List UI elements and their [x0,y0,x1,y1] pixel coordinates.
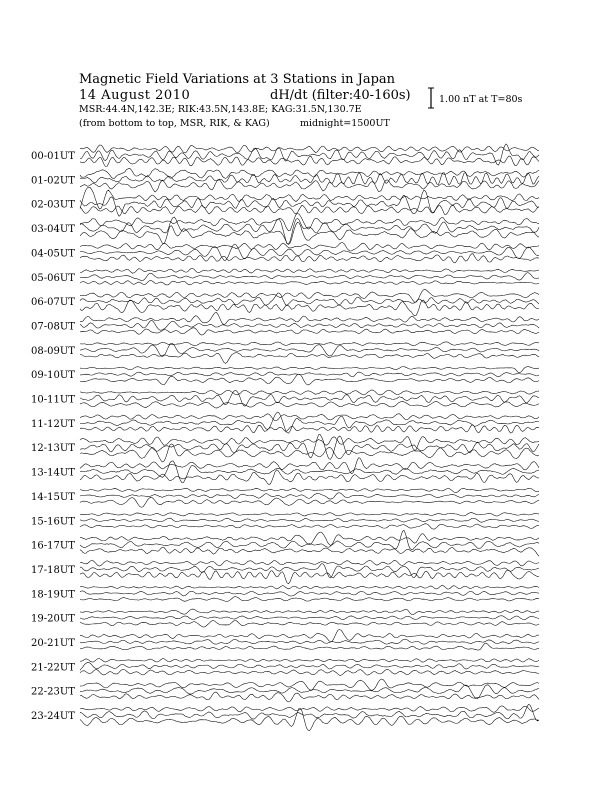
chart-date: 14 August 2010 [79,88,191,103]
trace-kag [80,513,539,517]
trace-kag [80,659,539,662]
trace-msr [80,524,539,530]
trace-msr [80,643,539,650]
hour-label: 18-19UT [31,589,75,601]
trace-kag [80,342,539,346]
trace-rik [80,663,539,671]
hour-label: 01-02UT [31,175,75,187]
trace-rik [80,273,539,281]
scale-bar [428,88,434,108]
trace-kag [80,214,539,231]
trace-rik [80,616,539,620]
trace-msr [80,547,539,556]
hour-label: 08-09UT [31,345,75,357]
station-order-note: (from bottom to top, MSR, RIK, & KAG) [79,118,270,129]
trace-kag [80,436,539,450]
chart-title: Magnetic Field Variations at 3 Stations in Japan [79,72,396,87]
trace-rik [80,191,539,217]
trace-kag [80,679,539,690]
trace-kag [80,414,539,421]
trace-msr [80,180,539,192]
hour-label: 03-04UT [31,224,75,236]
hour-label: 06-07UT [31,297,75,309]
trace-rik [80,591,539,596]
trace-kag [80,630,539,642]
trace-msr [80,353,539,364]
hour-label: 02-03UT [31,199,75,211]
trace-msr [80,570,539,584]
trace-kag [80,585,539,589]
trace-rik [80,639,539,644]
trace-rik [80,293,539,306]
trace-msr [80,425,539,433]
trace-msr [80,156,539,167]
trace-rik [80,391,539,407]
trace-kag [80,560,539,566]
hour-label: 20-21UT [31,638,75,649]
hour-label: 17-18UT [31,564,75,576]
trace-msr [80,254,539,263]
trace-rik [80,343,539,356]
hour-label: 15-16UT [31,516,75,528]
chart-filter: dH/dt (filter:40-160s) [270,88,411,103]
hour-label: 05-06UT [31,272,75,284]
trace-msr [80,328,539,335]
trace-kag [80,390,539,395]
trace-kag [80,706,539,712]
trace-rik [80,320,539,330]
hour-label: 12-13UT [31,443,75,455]
trace-msr [80,692,539,702]
trace-msr [80,401,539,408]
trace-msr [80,621,539,627]
trace-msr [80,497,539,507]
hour-label: 14-15UT [31,491,75,503]
station-coordinates: MSR:44.4N,142.3E; RIK:43.5N,143.8E; KAG:31.5N,130.7E [79,104,362,115]
hour-label: 07-08UT [31,321,75,333]
hour-label: 21-22UT [31,662,75,674]
trace-rik [80,564,539,578]
trace-kag [80,609,539,615]
trace-kag [80,268,539,273]
hour-label: 19-20UT [31,613,75,625]
hour-label: 10-11UT [31,394,75,406]
trace-msr [80,374,539,385]
trace-kag [80,488,539,492]
midnight-note: midnight=1500UT [300,118,390,129]
hour-label: 09-10UT [31,370,75,382]
hour-label: 11-12UT [31,418,75,430]
trace-msr [80,280,539,285]
trace-msr [80,205,539,214]
trace-kag [80,145,539,153]
trace-msr [80,669,539,675]
trace-rik [80,434,539,459]
trace-kag [80,367,539,373]
trace-rik [80,704,539,721]
trace-rik [80,518,539,522]
trace-kag [80,243,539,251]
hour-label: 00-01UT [31,151,75,162]
scale-bar-label: 1.00 nT at T=80s [439,94,523,105]
hour-label: 16-17UT [31,540,75,552]
trace-rik [80,461,539,483]
trace-msr [80,597,539,602]
trace-msr [80,708,539,730]
trace-rik [80,372,539,377]
hour-label: 23-24UT [31,711,75,723]
hour-label: 22-23UT [31,686,75,698]
hour-label: 13-14UT [31,467,75,479]
hour-label: 04-05UT [31,248,75,260]
